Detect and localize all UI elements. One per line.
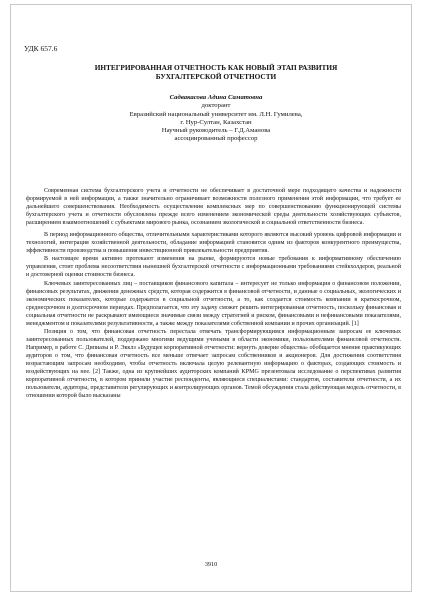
page-number: 3910 [204, 561, 218, 568]
paragraph-5: Позиция о том, что финансовая отчетность перестала отвечать трансформирующимся информационным запросам ее ключевых заинтересованных пользователей, поддержано многими ведущими учеными в области экономики, пользователями финансовой отчетности. Например, в работе С. Дипиазы и Р. Экклз «Будущее корпоративной отчетности: вернуть доверие общества» обобщается мнение практикующих аудиторов о том, что финансовая отчетность все меньше отвечает запросам собственников и акционеров. Для достижения соответствия возрастающим запросам необходимо, чтобы отчетность включала целую релевантную информацию о факторах, создающих стоимость и воздействующих на нее. [2] Также, одна из крупнейших аудиторских компаний KPMG презентовала исследование о перспективах развития корпоративной отчетности, в котором приняли участие респонденты, являющиеся специалистами: стандартов, составители отчетности, а их пользователи, аудиторы, представители регулирующих и контролирующих органов. Темой обсуждения стала действующая модель отчетности, в отношении которой было высказаны [26, 328, 401, 400]
author-city: г. Нур-Султан, Казахстан [180, 118, 252, 126]
title-line-1: ИНТЕГРИРОВАННАЯ ОТЧЕТНОСТЬ КАК НОВЫЙ ЭТАП РАЗВИТИЯ [94, 63, 338, 72]
article-body [26, 187, 401, 400]
paragraph-4: Ключевых заинтересованных лиц – поставщиков финансового капитала – интересует не только информация о финансовом положении, финансовых результатах, движении денежных средств, которая содержится в финансовой отчетности, и данные о социальных, экологических и экономических показателях, которые содержатся в социальной отчетности, а то, как создается стоимость компании в краткосрочном, среднесрочном и долгосрочном периодах. Предполагается, что эту задачу сможет решить интегрированная отчетность, поскольку финансовая и социальная отчетности не раскрывают имеющиеся значимые связи между стратегией и риском, финансовыми и нефинансовыми показателями, менеджментом и показателями результативности, а также между показателями собственной компании и прочих организаций. [1] [26, 280, 401, 327]
supervisor: Научный руководитель – Г.Д.Аманова [161, 127, 271, 135]
title-line-2: БУХГАЛТЕРСКОЙ ОТЧЕТНОСТИ [155, 72, 277, 81]
udk-code: УДК 657.6 [24, 44, 58, 53]
author-university: Евразийский национальный университет им. Л.Н. Гумилева, [129, 110, 303, 118]
supervisor-title: ассоциированный профессор [174, 135, 258, 143]
author-name: Садвакасова Адина Саматовна [169, 94, 263, 101]
author-block [81, 94, 351, 144]
author-degree: докторант [201, 102, 231, 110]
document-page [10, 4, 412, 592]
article-title [51, 63, 381, 81]
paragraph-2: В период информационного общества, отличительными характеристиками которого являются высокий уровень цифровой информации и технологий, интеграция хозяйственной деятельности, обладание информацией становится одним из факторов конкурентного преимущества, эффективности производства и повышения инвестиционной привлекательности предприятия. [26, 232, 401, 255]
paragraph-1: Современная система бухгалтерского учета и отчетности не обеспечивает в достаточной мере подходящего качества и надежности формируемой в ней информации, а также значительно ограничивает возможности полезного применения этой информации, что требует ее дальнейшего совершенствования. Необходимость осуществления комплексных мер по совершенствованию функционирующей системы бухгалтерского учета и отчетности обусловлена прежде всего изменением экономической среды деятельности хозяйствующих субъектов, расширением взаимоотношений с субъектами мирового рынка, осознанием экологической и социальной ответственности бизнеса. [26, 188, 401, 227]
paragraph-3: В настоящее время активно протекают изменения на рынке, формируются новые требования к информативному обеспечению управления, стоит проблема несоответствия нынешней бухгалтерской отчетности с информационными требованиями стейкхолдеров, реальной и достоверной оценки стоимости бизнеса. [26, 256, 401, 279]
